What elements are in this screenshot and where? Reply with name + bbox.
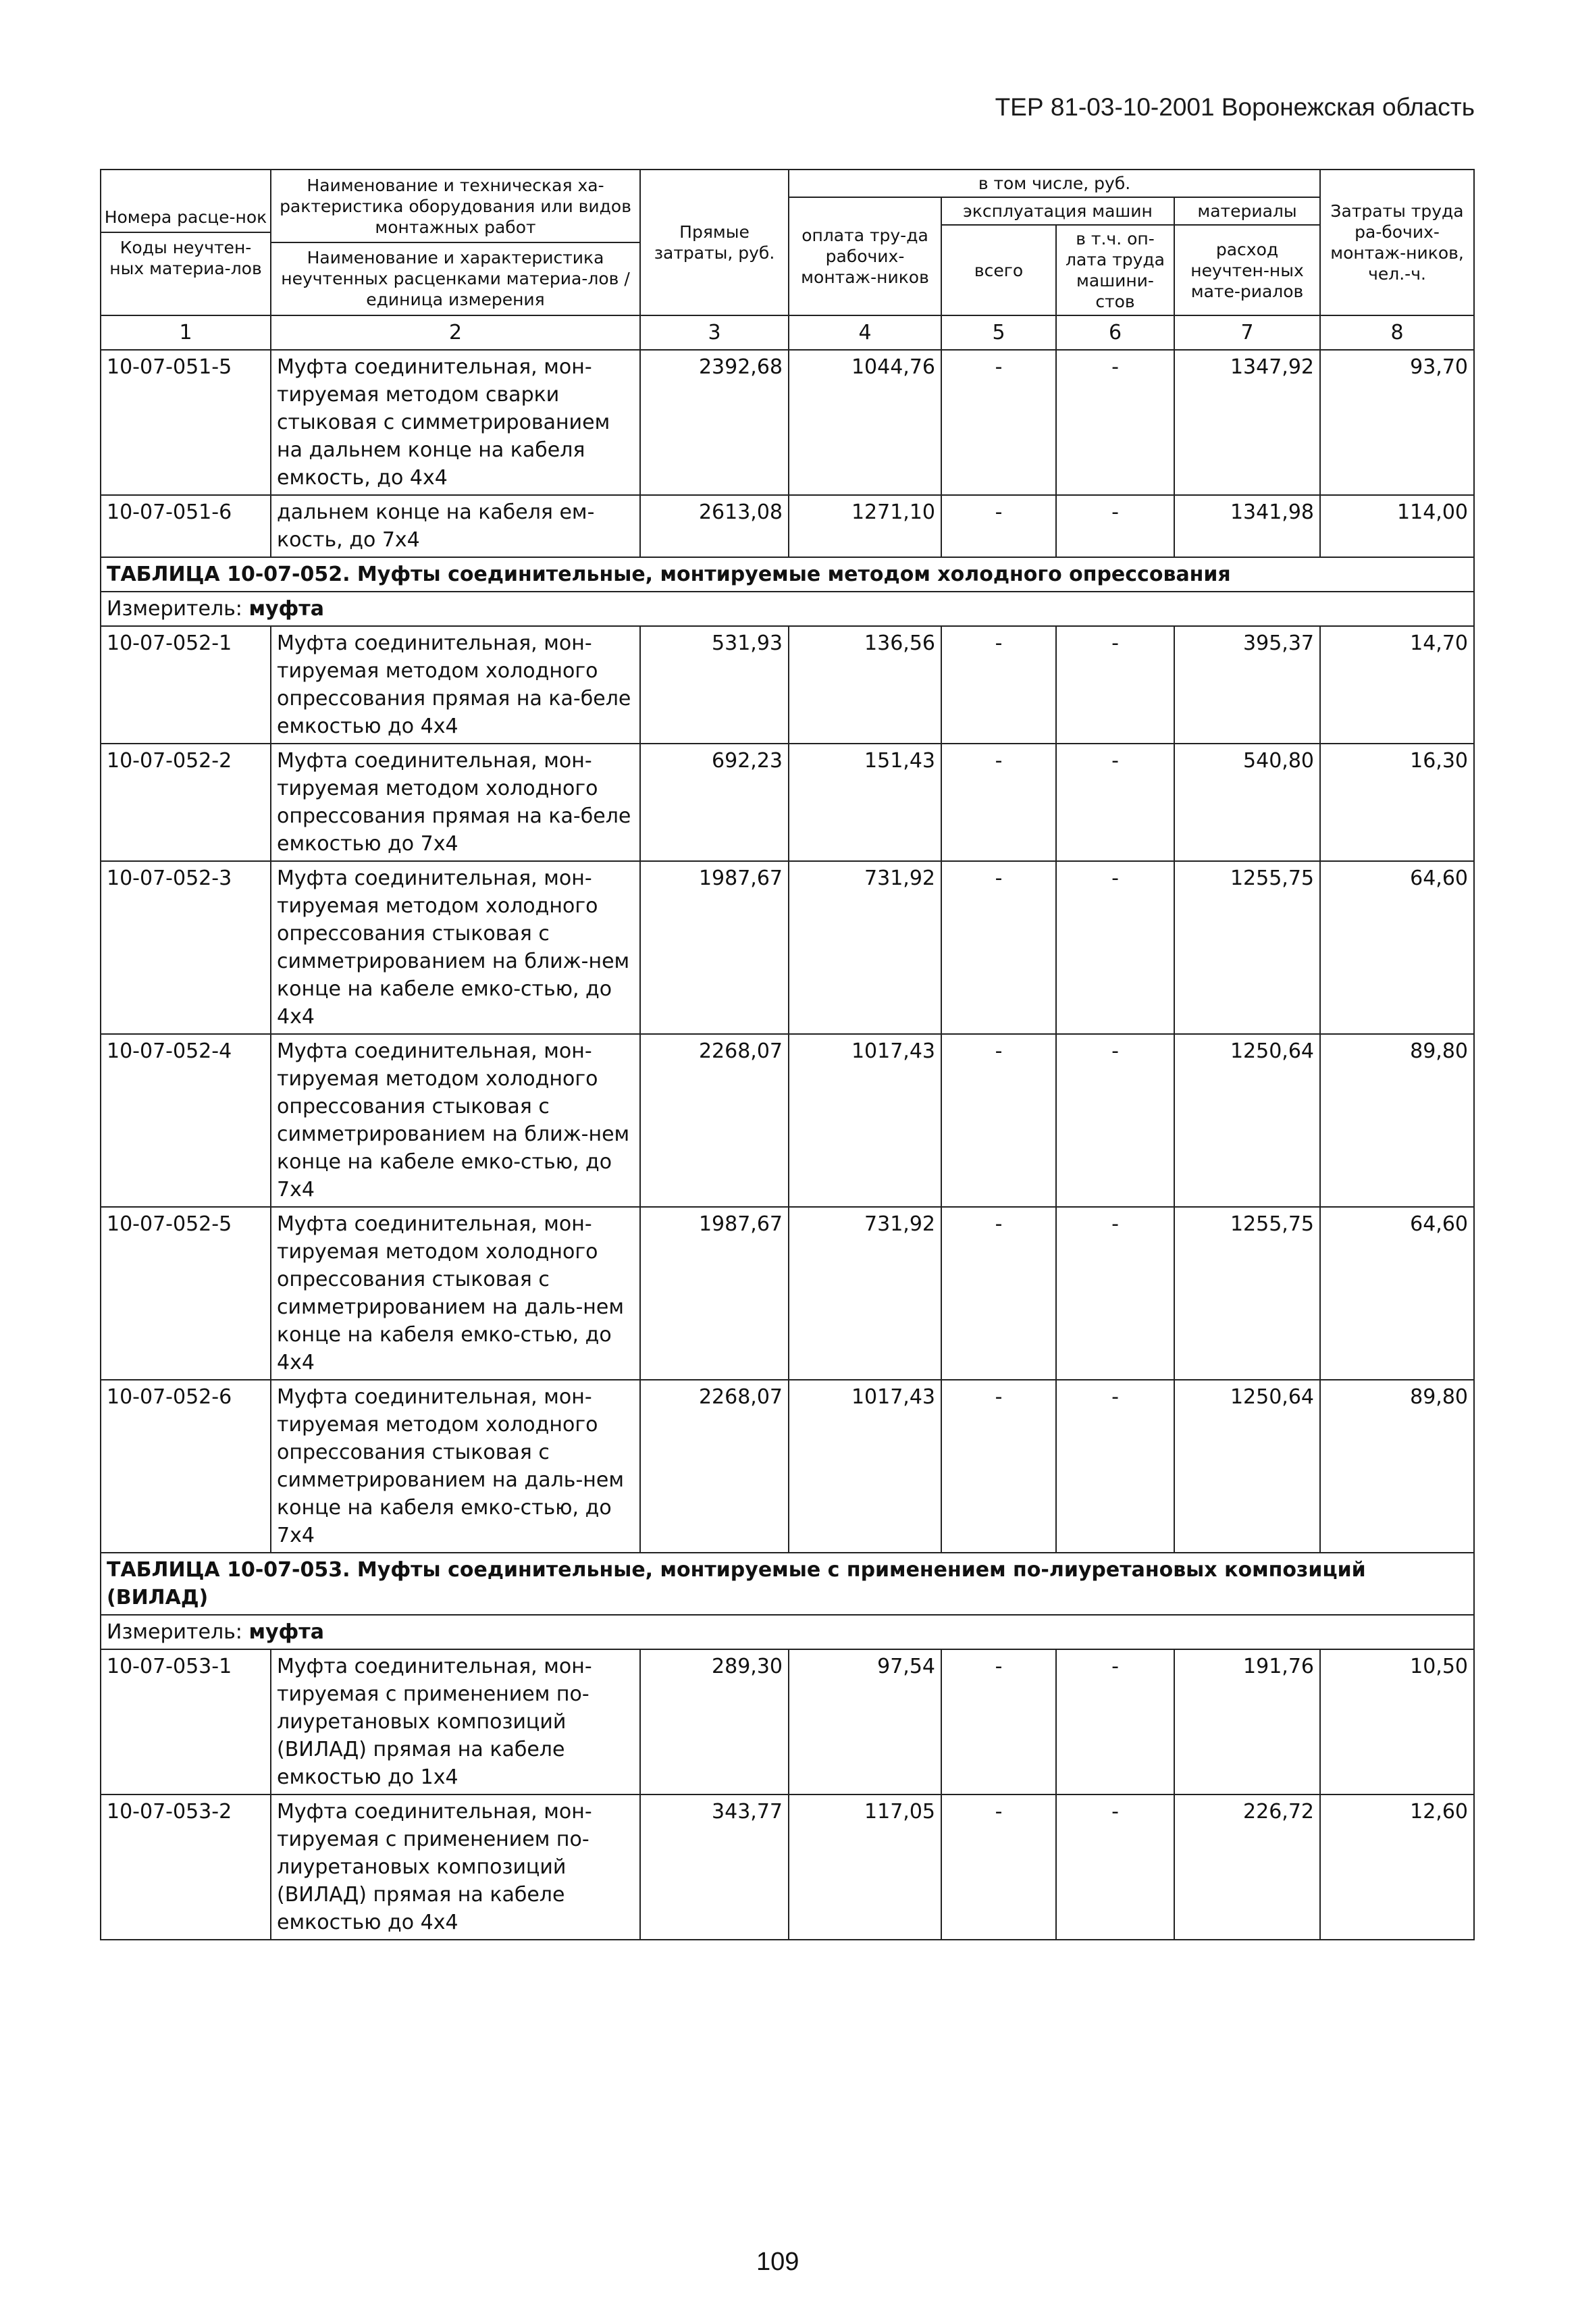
materials: 395,37 xyxy=(1174,626,1320,744)
worker-pay: 1017,43 xyxy=(789,1380,941,1553)
header-col2 xyxy=(271,170,640,315)
measure-052 xyxy=(101,592,1474,626)
materials: 1255,75 xyxy=(1174,1207,1320,1380)
materials: 1250,64 xyxy=(1174,1034,1320,1207)
rate-code: 10-07-052-4 xyxy=(101,1034,271,1207)
work-description: Муфта соединительная, мон-тируемая с применением по-лиуретановых композиций (ВИЛАД) прямая на кабеле емкостью до 1x4 xyxy=(271,1649,640,1794)
rate-code: 10-07-052-3 xyxy=(101,861,271,1034)
materials: 1255,75 xyxy=(1174,861,1320,1034)
machinist-pay: - xyxy=(1056,1207,1174,1380)
labor-hours: 93,70 xyxy=(1320,350,1474,495)
labor-hours: 114,00 xyxy=(1320,495,1474,557)
header-material-use: расход неучтен-ных мате-риалов xyxy=(1174,225,1320,315)
direct-costs: 692,23 xyxy=(640,744,789,861)
rate-code: 10-07-052-1 xyxy=(101,626,271,744)
work-description: Муфта соединительная, мон-тируемая с применением по-лиуретановых композиций (ВИЛАД) прямая на кабеле емкостью до 4x4 xyxy=(271,1794,640,1940)
machines-total: - xyxy=(941,1034,1056,1207)
measure-label: Измеритель: xyxy=(107,597,242,621)
header-worker-pay: оплата тру-да рабочих-монтаж-ников xyxy=(789,197,941,315)
table-row xyxy=(101,1034,1474,1207)
col-number: 4 xyxy=(789,315,941,350)
direct-costs: 531,93 xyxy=(640,626,789,744)
header-direct-costs: Прямые затраты, руб. xyxy=(640,170,789,315)
col-number: 6 xyxy=(1056,315,1174,350)
materials: 1347,92 xyxy=(1174,350,1320,495)
header-machines-total: всего xyxy=(941,225,1056,315)
header-rate-numbers: Номера расце-нок xyxy=(104,207,267,227)
worker-pay: 731,92 xyxy=(789,1207,941,1380)
worker-pay: 117,05 xyxy=(789,1794,941,1940)
header-machines: эксплуатация машин xyxy=(941,197,1174,225)
header-group: в том числе, руб. xyxy=(789,170,1320,197)
header-materials: материалы xyxy=(1174,197,1320,225)
measure-unit: муфта xyxy=(248,597,324,621)
labor-hours: 12,60 xyxy=(1320,1794,1474,1940)
header-work-name: Наименование и техническая ха-рактеристика оборудования или видов монтажных работ xyxy=(280,176,631,237)
machines-total: - xyxy=(941,1649,1056,1794)
labor-hours: 89,80 xyxy=(1320,1034,1474,1207)
machinist-pay: - xyxy=(1056,350,1174,495)
rate-code: 10-07-053-2 xyxy=(101,1794,271,1940)
machinist-pay: - xyxy=(1056,861,1174,1034)
table-row xyxy=(101,861,1474,1034)
machines-total: - xyxy=(941,744,1056,861)
direct-costs: 2268,07 xyxy=(640,1380,789,1553)
table-row xyxy=(101,495,1474,557)
materials: 226,72 xyxy=(1174,1794,1320,1940)
table-title-052: ТАБЛИЦА 10-07-052. Муфты соединительные, монтируемые методом холодного опрессования xyxy=(101,557,1474,592)
header-material-name: Наименование и характеристика неучтенных расценками материа-лов / единица измерения xyxy=(281,248,630,309)
worker-pay: 731,92 xyxy=(789,861,941,1034)
work-description: Муфта соединительная, мон-тируемая методом холодного опрессования стыковая с симметрированием на ближ-нем конце на кабеле емко-стью, до 7x4 xyxy=(271,1034,640,1207)
section-052 xyxy=(101,557,1474,626)
measure-label: Измеритель: xyxy=(107,1620,242,1644)
machines-total: - xyxy=(941,1380,1056,1553)
rate-code: 10-07-051-5 xyxy=(101,350,271,495)
rate-code: 10-07-051-6 xyxy=(101,495,271,557)
rates-table xyxy=(100,169,1475,1940)
table-row xyxy=(101,1380,1474,1553)
work-description: Муфта соединительная, мон-тируемая методом холодного опрессования прямая на ка-беле емкостью до 4x4 xyxy=(271,626,640,744)
labor-hours: 10,50 xyxy=(1320,1649,1474,1794)
table-row xyxy=(101,1649,1474,1794)
direct-costs: 1987,67 xyxy=(640,1207,789,1380)
table-row xyxy=(101,350,1474,495)
materials: 191,76 xyxy=(1174,1649,1320,1794)
measure-053 xyxy=(101,1615,1474,1649)
table-title-053: ТАБЛИЦА 10-07-053. Муфты соединительные, монтируемые с применением по-лиуретановых композиций (ВИЛАД) xyxy=(101,1553,1474,1615)
machines-total: - xyxy=(941,495,1056,557)
materials: 540,80 xyxy=(1174,744,1320,861)
direct-costs: 2613,08 xyxy=(640,495,789,557)
rate-code: 10-07-053-1 xyxy=(101,1649,271,1794)
col-number: 2 xyxy=(271,315,640,350)
col-number: 3 xyxy=(640,315,789,350)
machinist-pay: - xyxy=(1056,1380,1174,1553)
col-number: 8 xyxy=(1320,315,1474,350)
materials: 1250,64 xyxy=(1174,1380,1320,1553)
table-header xyxy=(101,170,1474,350)
col-number: 5 xyxy=(941,315,1056,350)
rate-code: 10-07-052-6 xyxy=(101,1380,271,1553)
header-machinist-pay: в т.ч. оп-лата труда машини-стов xyxy=(1056,225,1174,315)
work-description: дальнем конце на кабеля ем-кость, до 7x4 xyxy=(271,495,640,557)
labor-hours: 64,60 xyxy=(1320,861,1474,1034)
machines-total: - xyxy=(941,626,1056,744)
labor-hours: 64,60 xyxy=(1320,1207,1474,1380)
worker-pay: 1271,10 xyxy=(789,495,941,557)
machines-total: - xyxy=(941,1207,1056,1380)
worker-pay: 151,43 xyxy=(789,744,941,861)
labor-hours: 89,80 xyxy=(1320,1380,1474,1553)
rows-053 xyxy=(101,1649,1474,1940)
machinist-pay: - xyxy=(1056,1034,1174,1207)
rows-052 xyxy=(101,626,1474,1553)
measure-unit: муфта xyxy=(248,1620,324,1644)
machinist-pay: - xyxy=(1056,1794,1174,1940)
rows-051 xyxy=(101,350,1474,557)
machines-total: - xyxy=(941,1794,1056,1940)
col-number: 1 xyxy=(101,315,271,350)
machinist-pay: - xyxy=(1056,626,1174,744)
machines-total: - xyxy=(941,861,1056,1034)
worker-pay: 1017,43 xyxy=(789,1034,941,1207)
worker-pay: 1044,76 xyxy=(789,350,941,495)
machinist-pay: - xyxy=(1056,744,1174,861)
labor-hours: 14,70 xyxy=(1320,626,1474,744)
header-material-codes: Коды неучтен-ных материа-лов xyxy=(109,237,262,278)
materials: 1341,98 xyxy=(1174,495,1320,557)
machines-total: - xyxy=(941,350,1056,495)
rate-code: 10-07-052-2 xyxy=(101,744,271,861)
direct-costs: 1987,67 xyxy=(640,861,789,1034)
work-description: Муфта соединительная, мон-тируемая методом холодного опрессования стыковая с симметрированием на даль-нем конце на кабеля емко-стью, до 4x4 xyxy=(271,1207,640,1380)
work-description: Муфта соединительная, мон-тируемая методом холодного опрессования прямая на ка-беле емкостью до 7x4 xyxy=(271,744,640,861)
machinist-pay: - xyxy=(1056,1649,1174,1794)
section-053 xyxy=(101,1553,1474,1649)
direct-costs: 2392,68 xyxy=(640,350,789,495)
direct-costs: 343,77 xyxy=(640,1794,789,1940)
col-number: 7 xyxy=(1174,315,1320,350)
direct-costs: 2268,07 xyxy=(640,1034,789,1207)
labor-hours: 16,30 xyxy=(1320,744,1474,861)
direct-costs: 289,30 xyxy=(640,1649,789,1794)
header-labor-hours: Затраты труда ра-бочих-монтаж-ников, чел.-ч. xyxy=(1320,170,1474,315)
table-row xyxy=(101,626,1474,744)
work-description: Муфта соединительная, мон-тируемая методом сварки стыковая с симметрированием на дальнем конце на кабеля емкость, до 4x4 xyxy=(271,350,640,495)
work-description: Муфта соединительная, мон-тируемая методом холодного опрессования стыковая с симметрированием на даль-нем конце на кабеля емко-стью, до 7x4 xyxy=(271,1380,640,1553)
header-col1 xyxy=(101,170,271,315)
worker-pay: 97,54 xyxy=(789,1649,941,1794)
table-row xyxy=(101,744,1474,861)
page-number: 109 xyxy=(756,2248,799,2276)
rate-code: 10-07-052-5 xyxy=(101,1207,271,1380)
machinist-pay: - xyxy=(1056,495,1174,557)
table-row xyxy=(101,1207,1474,1380)
worker-pay: 136,56 xyxy=(789,626,941,744)
work-description: Муфта соединительная, мон-тируемая методом холодного опрессования стыковая с симметрированием на ближ-нем конце на кабеле емко-стью, до 4x4 xyxy=(271,861,640,1034)
table-row xyxy=(101,1794,1474,1940)
running-head: ТЕР 81-03-10-2001 Воронежская область xyxy=(995,93,1475,121)
